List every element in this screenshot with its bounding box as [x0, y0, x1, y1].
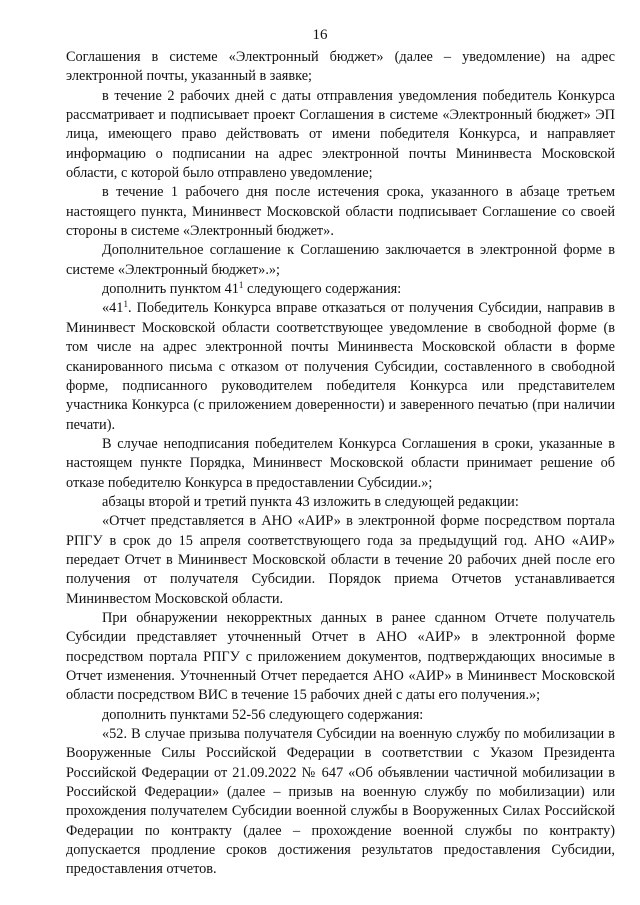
paragraph-notification-address: Соглашения в системе «Электронный бюджет» (далее – уведомление) на адрес электронной почты, указанный в заявке; — [66, 49, 615, 85]
paragraph-point-41-1 — [66, 299, 615, 434]
paragraph-add-point-41-1 — [66, 280, 615, 299]
paragraph-corrected-report: При обнаружении некорректных данных в ранее сданном Отчете получатель Субсидии представляет уточненный Отчет в АНО «АИР» в электронной форме посредством портала РПГУ с приложением документов, подтверждающих вносимые в Отчет изменения. Уточненный Отчет передается АНО «АИР» в Мининвест Московской области посредством ВИС в течение 15 рабочих дней с даты его получения.»; — [66, 609, 615, 704]
paragraph-add-points-52-56: дополнить пунктами 52-56 следующего содержания: — [102, 706, 424, 723]
paragraph-refusal-decision: В случае неподписания победителем Конкурса Соглашения в сроки, указанные в настоящем пункте Порядка, Мининвест Московской области принимает решение об отказе победителю Конкурса в предоставлении Субсидии.»; — [66, 435, 615, 491]
page-number: 16 — [312, 27, 328, 43]
text-fragment: следующего содержания: — [243, 281, 402, 298]
text-fragment: «41 — [102, 300, 124, 317]
text-fragment: дополнить пунктом 41 — [102, 281, 239, 298]
paragraph-point-52: «52. В случае призыва получателя Субсидии на военную службу по мобилизации в Вооруженные Силы Российской Федерации в соответствии с Указом Президента Российской Федерации от 21.09.2022 № 647 «Об объявлении частичной мобилизации в Российской Федерации» (далее – призыв на военную службу по мобилизации) или прохождения получателем Субсидии военной службы в Вооруженных Силах Российской Федерации по контракту (далее – прохождение военной службы по контракту) допускается продление сроков достижения результатов предоставления Субсидии, предоставления отчетов. — [66, 726, 615, 878]
paragraph-winner-signing: в течение 2 рабочих дней с даты отправления уведомления победитель Конкурса рассматривает и подписывает проект Соглашения в системе «Электронный бюджет» ЭП лица, имеющего право действовать от имени победителя Конкурса, и направляет информацию о подписании на адрес электронной почты Мининвеста Московской области, с которой было отправлено уведомление; — [66, 87, 615, 182]
paragraph-point-43-intro: абзацы второй и третий пункта 43 изложить в следующей редакции: — [102, 493, 519, 510]
document-body — [66, 48, 615, 880]
paragraph-mininvest-signing: в течение 1 рабочего дня после истечения срока, указанного в абзаце третьем настоящего пункта, Мининвест Московской области подписывает Соглашение со своей стороны в системе «Электронный бюджет». — [66, 184, 615, 240]
superscript: 1 — [123, 299, 128, 310]
text-fragment: . Победитель Конкурса вправе отказаться от получения Субсидии, направив в Мининвест Московской области соответствующее уведомление в свободной форме (в том числе на адрес электронной почты Мининвеста Московской области в форме сканированного письма с отказом от получения Субсидии, составленного в свободной форме, подписанного руководителем победителя Конкурса или представителем участника Конкурса (с приложением доверенности) и заверенного печатью (при наличии печати). — [66, 300, 615, 433]
paragraph-additional-agreement: Дополнительное соглашение к Соглашению заключается в электронной форме в системе «Электронный бюджет».»; — [66, 242, 615, 278]
superscript: 1 — [238, 280, 244, 291]
paragraph-report-submission: «Отчет представляется в АНО «АИР» в электронной форме посредством портала РПГУ в срок до 15 апреля соответствующего года за предыдущий год. АНО «АИР» передает Отчет в Мининвест Московской области в течение 20 рабочих дней после его получения от получателя Субсидии. Порядок приема Отчетов устанавливается Мининвестом Московской области. — [66, 513, 615, 607]
